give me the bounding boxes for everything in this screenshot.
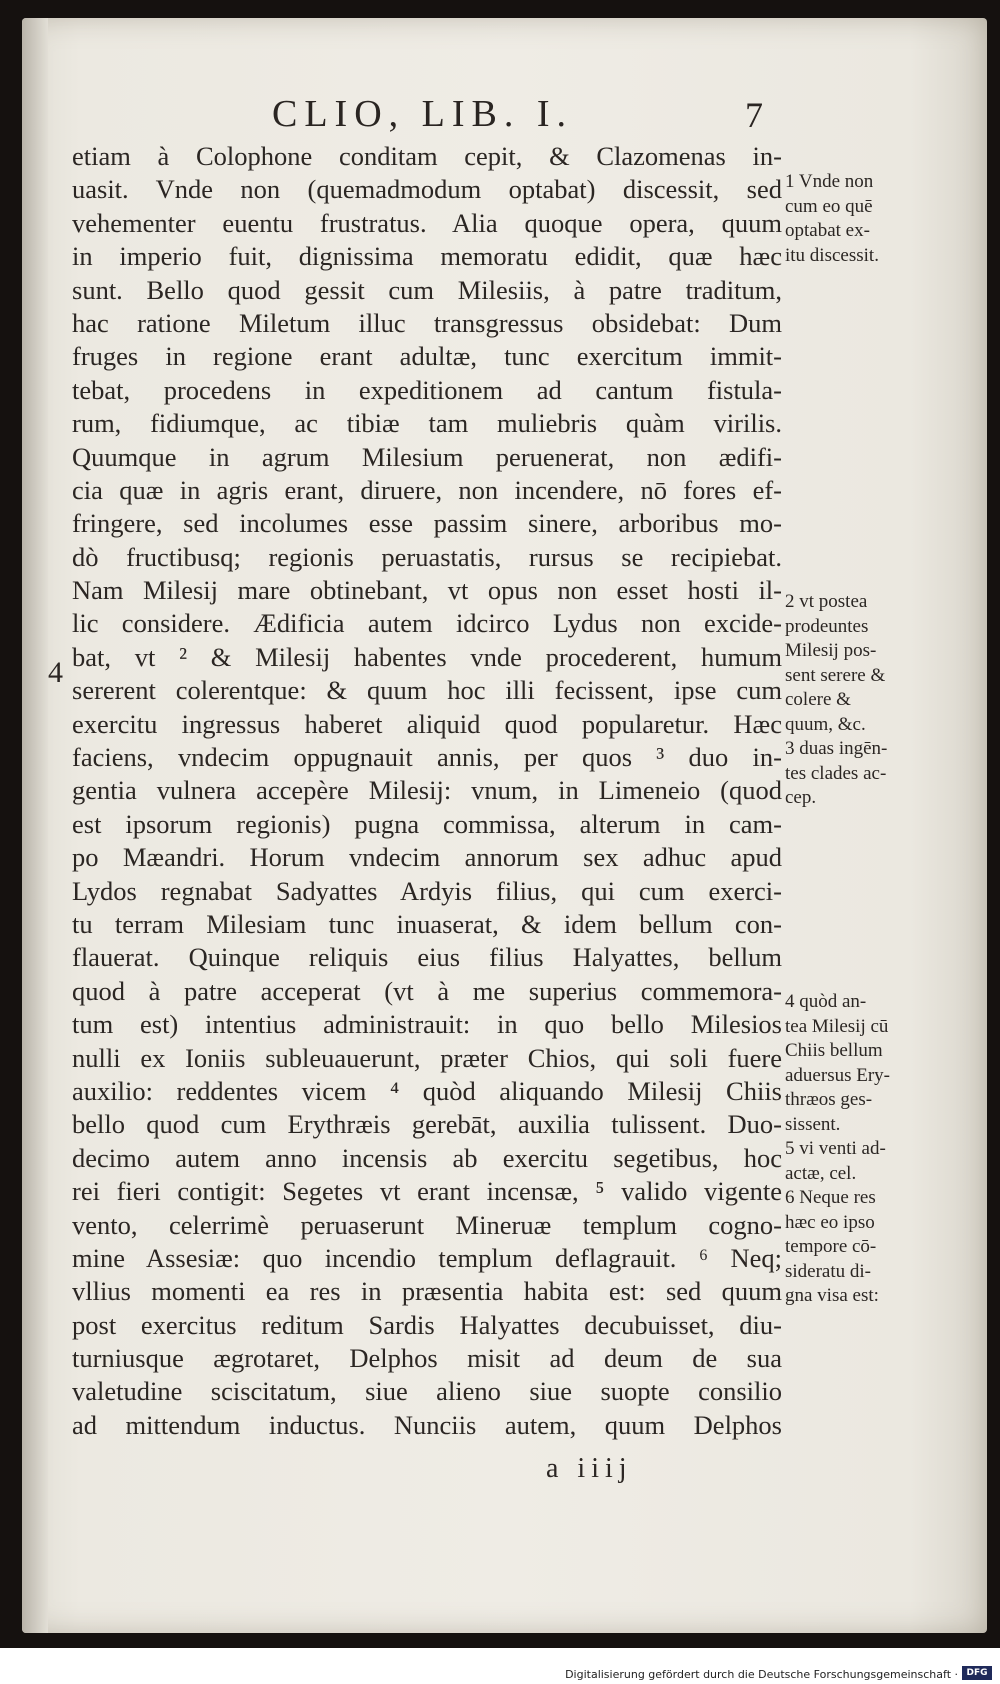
text-line: rei fieri contigit: Segetes vt erant incensæ, ⁵ valido vigente [72, 1176, 782, 1207]
margin-note-line: sissent. [785, 1113, 841, 1135]
text-line: in imperio fuit, dignissima memoratu edidit, quæ hæc [72, 241, 782, 272]
text-line: ad mittendum inductus. Nunciis autem, quum Delphos [72, 1409, 782, 1440]
margin-note-line: tea Milesij cū [785, 1015, 889, 1037]
text-line: est ipsorum regionis) pugna commissa, alterum in cam- [72, 808, 782, 839]
margin-note-line: sideratu di- [785, 1260, 872, 1282]
text-line: faciens, vndecim oppugnauit annis, per quos ³ duo in- [72, 742, 782, 773]
text-line: auxilio: reddentes vicem ⁴ quòd aliquando Milesij Chiis [72, 1075, 782, 1106]
text-line: tu terram Milesiam tunc inuaserat, & idem bellum con- [72, 908, 782, 939]
text-line: decimo autem anno incensis ab exercitu segetibus, hoc [72, 1142, 782, 1173]
text-line: tebat, procedens in expeditionem ad cantum fistula- [72, 374, 782, 405]
dfg-logo: DFG [962, 1666, 992, 1680]
margin-note [785, 990, 960, 1309]
text-line: sererent colerentque: & quum hoc illi fecissent, ipse cum [72, 675, 782, 706]
margin-note-line: 4 quòd an- [785, 991, 867, 1012]
text-line: turniusque ægrotaret, Delphos misit ad deum de sua [72, 1343, 782, 1374]
text-line: Nam Milesij mare obtinebant, vt opus non esset hosti il- [72, 575, 782, 606]
running-head: CLIO, LIB. I. [272, 93, 574, 135]
text-line: po Mæandri. Horum vndecim annorum sex adhuc apud [72, 842, 782, 873]
margin-note-line: colere & [785, 689, 851, 710]
text-line: Quumque in agrum Milesium peruenerat, non ædifi- [72, 441, 782, 472]
margin-note-line: tempore cō- [785, 1236, 877, 1257]
margin-note-line: Milesij pos- [785, 640, 877, 661]
text-line: exercitu ingressus haberet aliquid quod popularetur. Hæc [72, 708, 782, 739]
page-number: 7 [745, 95, 763, 135]
margin-note-line: itu discessit. [785, 244, 879, 266]
main-text-block [72, 140, 782, 1442]
margin-note-line: 1 Vnde non [785, 171, 874, 192]
text-line: valetudine sciscitatum, siue alieno siue suopte consilio [72, 1376, 782, 1407]
margin-note-line: thræos ges- [785, 1089, 873, 1110]
text-line: lic considere. Ædificia autem idcirco Lydus non excide- [72, 608, 782, 639]
text-line: vehementer euentu frustratus. Alia quoque opera, quum [72, 207, 782, 238]
margin-note-line: sent serere & [785, 664, 886, 686]
text-line: etiam à Colophone conditam cepit, & Clazomenas in- [72, 141, 782, 171]
text-line: flauerat. Quinque reliquis eius filius Halyattes, bellum [72, 942, 782, 973]
text-line: sunt. Bello quod gessit cum Milesiis, à patre traditum, [72, 274, 782, 305]
margin-note-line: 3 duas ingēn- [785, 738, 888, 759]
footer-credit: Digitalisierung gefördert durch die Deutsche Forschungsgemeinschaft · [565, 1668, 958, 1681]
margin-note-line: cep. [785, 787, 817, 808]
margin-note [785, 590, 960, 811]
margin-note-line: quum, &c. [785, 713, 866, 735]
margin-note-line: hæc eo ipso [785, 1211, 875, 1233]
signature-mark: a iiij [546, 1453, 633, 1484]
margin-note-line: actæ, cel. [785, 1162, 857, 1184]
text-line: gentia vulnera accepère Milesij: vnum, in Limeneio (quod [72, 775, 782, 806]
margin-note-line: cum eo quē [785, 195, 873, 217]
margin-note-line: 5 vi venti ad- [785, 1138, 886, 1159]
text-line: uasit. Vnde non (quemadmodum optabat) discessit, sed [72, 174, 782, 205]
text-line: tum est) intentius administrauit: in quo bello Milesios [72, 1009, 782, 1040]
binding-edge [22, 18, 48, 1633]
text-line: mine Assesiæ: quo incendio templum deflagrauit. ⁶ Neq; [72, 1242, 782, 1273]
text-line: bat, vt ² & Milesij habentes vnde procederent, humum [72, 641, 782, 672]
text-line: nulli ex Ioniis subleuauerunt, præter Chios, qui soli fuere [72, 1042, 782, 1073]
text-line: fruges in regione erant adultæ, tunc exercitum immit- [72, 341, 782, 372]
margin-note-line: 2 vt postea [785, 591, 868, 612]
margin-note-line: gna visa est: [785, 1285, 879, 1306]
text-line: post exercitus reditum Sardis Halyattes decubuisset, diu- [72, 1309, 782, 1340]
text-line: hac ratione Miletum illuc transgressus obsidebat: Dum [72, 307, 782, 338]
margin-note-line: aduersus Ery- [785, 1064, 890, 1086]
margin-note-line: prodeuntes [785, 615, 869, 637]
margin-note-line: 6 Neque res [785, 1187, 876, 1208]
margin-note-line: optabat ex- [785, 220, 870, 241]
text-line: bello quod cum Erythræis gerebāt, auxilia tulissent. Duo- [72, 1109, 782, 1140]
text-line: Lydos regnabat Sadyattes Ardyis filius, qui cum exerci- [72, 875, 782, 906]
text-line: fringere, sed incolumes esse passim sinere, arboribus mo- [72, 508, 782, 539]
margin-note-line: Chiis bellum [785, 1040, 883, 1061]
text-line: vllius momenti ea res in præsentia habita est: sed quum [72, 1276, 782, 1307]
text-line: dò fructibusq; regionis peruastatis, rursus se recipiebat. [72, 541, 782, 572]
margin-note [785, 170, 960, 268]
text-line: vento, celerrimè peruaserunt Mineruæ templum cogno- [72, 1209, 782, 1240]
text-line: cia quæ in agris erant, diruere, non incendere, nō fores ef- [72, 474, 782, 505]
margin-note-line: tes clades ac- [785, 762, 887, 784]
text-line: quod à patre acceperat (vt à me superius commemora- [72, 975, 782, 1006]
text-line: rum, fidiumque, ac tibiæ tam muliebris quàm virilis. [72, 408, 782, 439]
left-margin-mark: 4 [48, 656, 63, 689]
